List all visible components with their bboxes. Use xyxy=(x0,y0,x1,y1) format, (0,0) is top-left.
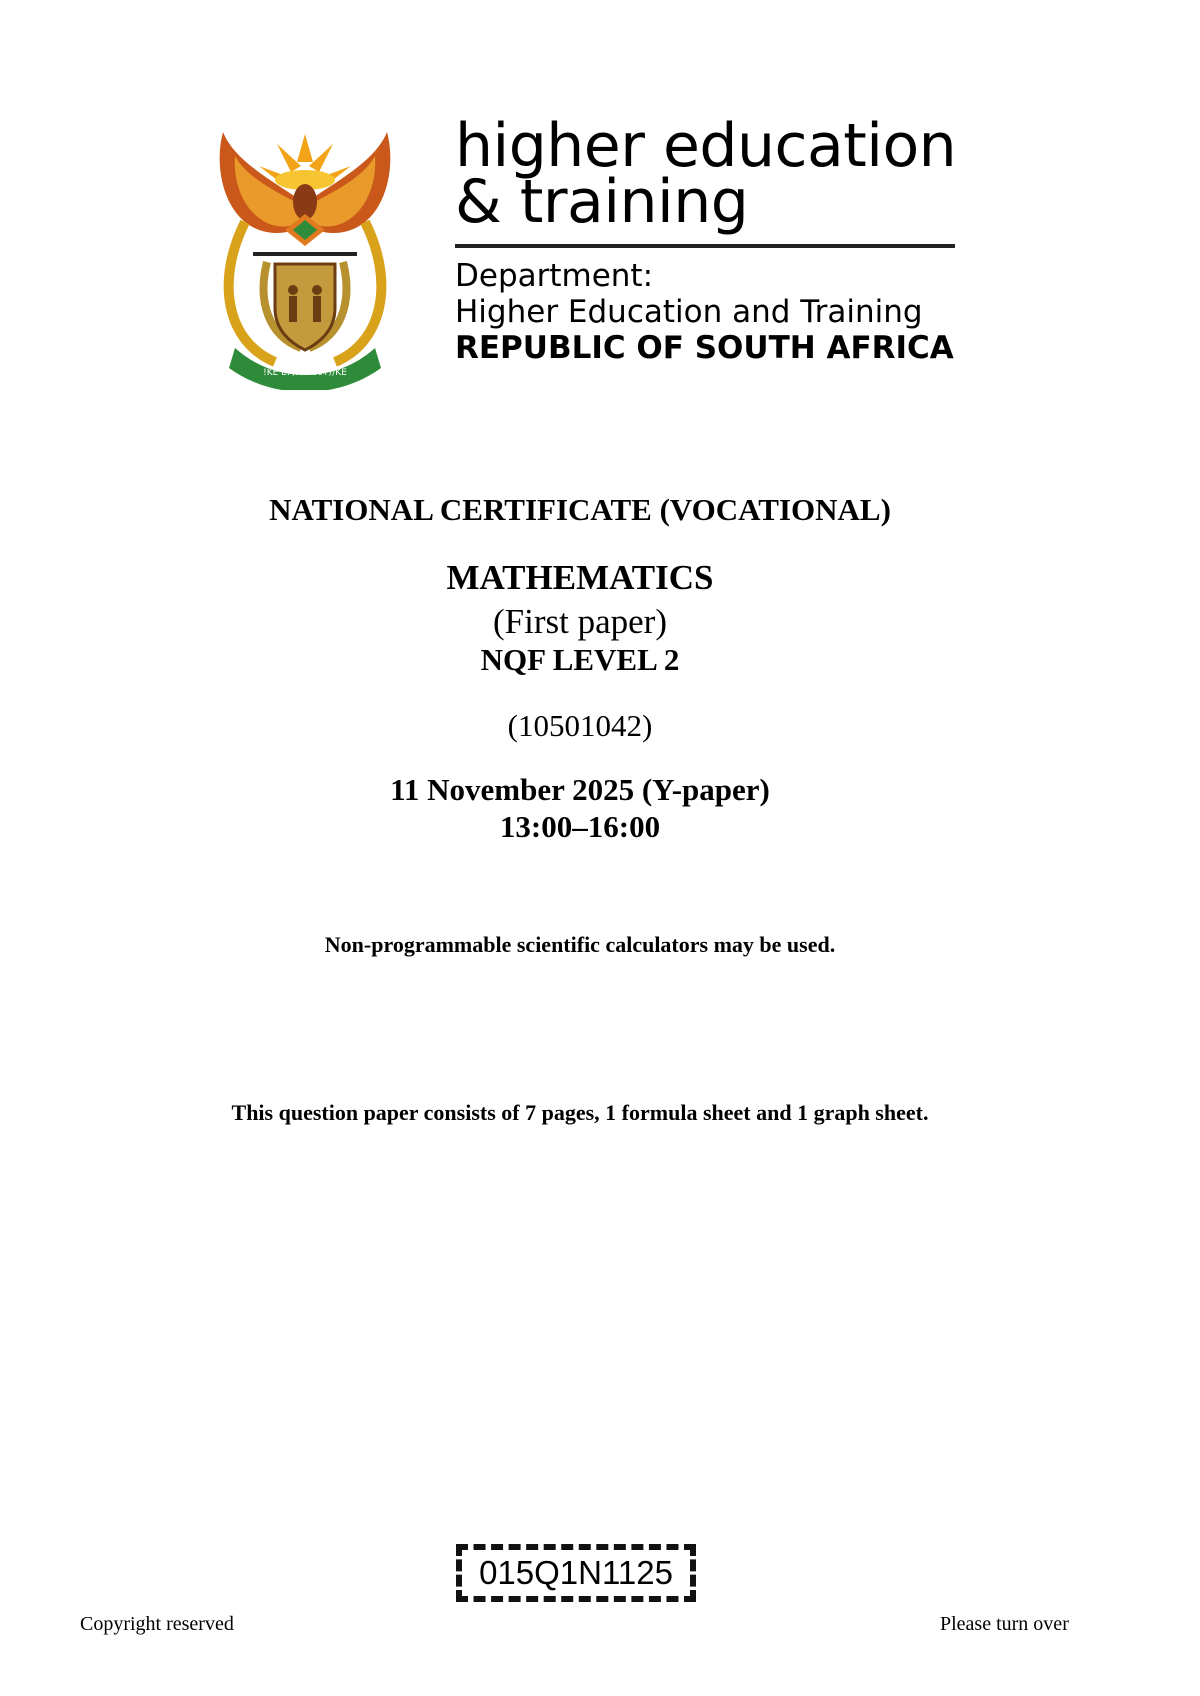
copyright-note: Copyright reserved xyxy=(80,1613,234,1635)
wheat-left-icon xyxy=(229,222,275,362)
header-divider xyxy=(455,244,955,248)
country-name: REPUBLIC OF SOUTH AFRICA xyxy=(455,330,954,366)
department-name: Higher Education and Training xyxy=(455,294,923,330)
brand-name-line2: & training xyxy=(455,167,749,237)
certificate-title: NATIONAL CERTIFICATE (VOCATIONAL) xyxy=(269,492,891,527)
exam-date: 11 November 2025 (Y-paper) xyxy=(390,772,770,807)
sun-icon xyxy=(259,134,351,190)
wheat-right-icon xyxy=(335,222,381,362)
calculator-note: Non-programmable scientific calculators may be used. xyxy=(324,932,836,957)
subject-title: MATHEMATICS xyxy=(446,558,714,597)
exam-time: 13:00–16:00 xyxy=(499,809,661,844)
paper-contents-note: This question paper consists of 7 pages, 1 formula sheet and 1 graph sheet. xyxy=(231,1100,929,1125)
coat-of-arms-logo xyxy=(205,122,405,390)
brand-name-line1: higher education xyxy=(455,111,957,181)
turn-over-note: Please turn over xyxy=(940,1613,1069,1635)
department-label: Department: xyxy=(455,258,654,294)
svg-text:!KE E: /XARRA //KE: !KE E: /XARRA //KE xyxy=(263,368,347,378)
subject-code: (10501042) xyxy=(507,708,653,743)
nqf-level: NQF LEVEL 2 xyxy=(480,642,680,677)
paper-id-stamp: 015Q1N1125 xyxy=(456,1544,696,1602)
paper-number: (First paper) xyxy=(493,602,667,641)
